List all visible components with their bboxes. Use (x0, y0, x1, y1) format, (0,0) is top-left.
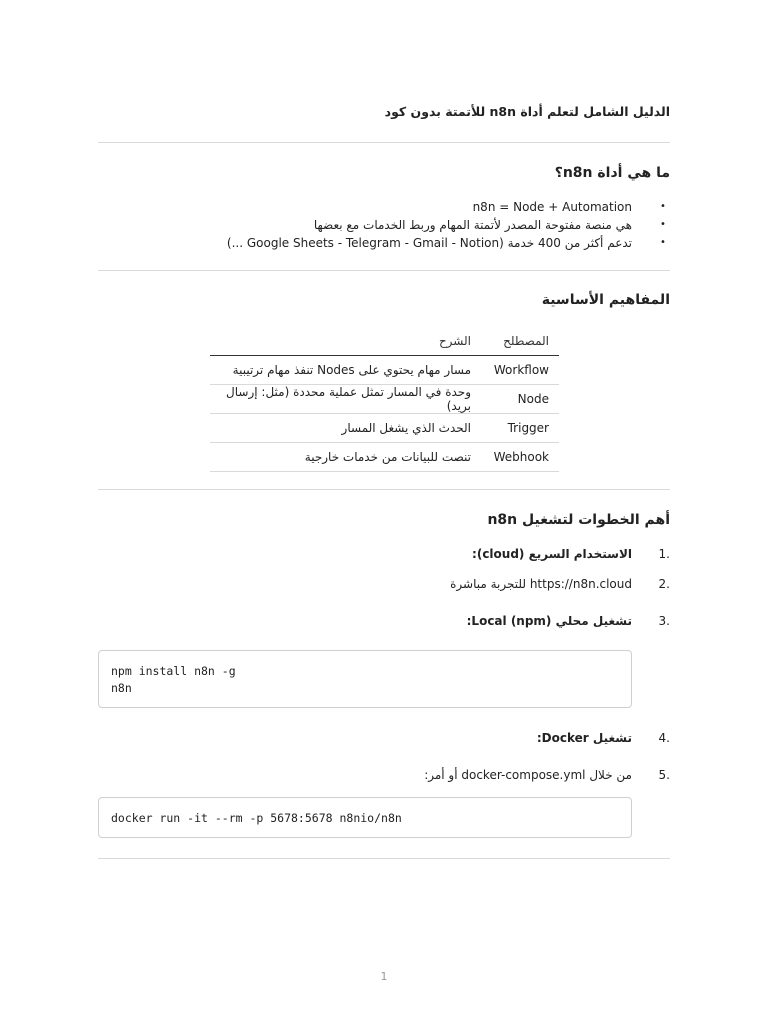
term-cell: Webhook (481, 443, 559, 472)
divider (98, 858, 670, 859)
term-cell: Node (481, 385, 559, 414)
intro-bullet-list (98, 198, 670, 252)
step-number: 3. (658, 614, 670, 628)
step-item (98, 766, 670, 784)
code-block-npm (98, 650, 632, 708)
step-text: من خلال docker-compose.yml أو أمر: (424, 768, 632, 782)
explanation-cell: تنصت للبيانات من خدمات خارجية (210, 443, 481, 472)
step-text: https://n8n.cloud للتجربة مباشرة (450, 577, 632, 591)
divider (98, 270, 670, 271)
bullet-text: n8n = Node + Automation (472, 200, 632, 214)
explanation-cell: الحدث الذي يشغل المسار (210, 414, 481, 443)
list-item (98, 234, 670, 252)
column-header-explanation: الشرح (210, 327, 481, 356)
bullet-text: هي منصة مفتوحة المصدر لأتمتة المهام وربط الخدمات مع بعضها (313, 218, 632, 232)
explanation-cell: وحدة في المسار تمثل عملية محددة (مثل: إرسال بريد) (210, 385, 481, 414)
step-number: 2. (658, 577, 670, 591)
concepts-table (210, 327, 559, 472)
table-row (210, 414, 559, 443)
step-item (98, 729, 670, 747)
section-heading-what-is: ما هي أداة n8n؟ (554, 165, 670, 181)
table-row (210, 356, 559, 385)
divider (98, 142, 670, 143)
code-block-docker (98, 797, 632, 838)
code-line: npm install n8n -g (111, 664, 236, 678)
explanation-cell: مسار مهام يحتوي على Nodes تنفذ مهام ترتيبية (210, 356, 481, 385)
step-item (98, 612, 670, 630)
bullet-icon: • (660, 201, 666, 212)
document-title: الدليل الشامل لتعلم أداة n8n للأتمتة بدون كود (384, 104, 670, 119)
code-line: n8n (111, 681, 132, 695)
step-number: 4. (658, 731, 670, 745)
code-line: docker run -it --rm -p 5678:5678 n8nio/n8n (111, 811, 402, 825)
section-heading-concepts: المفاهيم الأساسية (541, 292, 670, 308)
step-number: 5. (658, 768, 670, 782)
table-header-row (210, 327, 559, 356)
bullet-icon: • (660, 237, 666, 248)
step-item (98, 575, 670, 593)
bullet-text: تدعم أكثر من 400 خدمة (Google Sheets - Telegram - Gmail - Notion ...) (226, 236, 632, 250)
list-item (98, 198, 670, 216)
step-text: الاستخدام السريع (cloud): (472, 547, 632, 561)
bullet-icon: • (660, 219, 666, 230)
term-cell: Workflow (481, 356, 559, 385)
divider (98, 489, 670, 490)
page-number: 1 (380, 970, 388, 983)
table-row (210, 443, 559, 472)
term-cell: Trigger (481, 414, 559, 443)
step-text: تشغيل Docker: (536, 731, 632, 745)
step-item (98, 545, 670, 563)
step-number: 1. (658, 547, 670, 561)
list-item (98, 216, 670, 234)
table-row (210, 385, 559, 414)
section-heading-steps: أهم الخطوات لتشغيل n8n (487, 512, 670, 528)
step-text: تشغيل محلي Local (npm): (466, 614, 632, 628)
column-header-term: المصطلح (481, 327, 559, 356)
